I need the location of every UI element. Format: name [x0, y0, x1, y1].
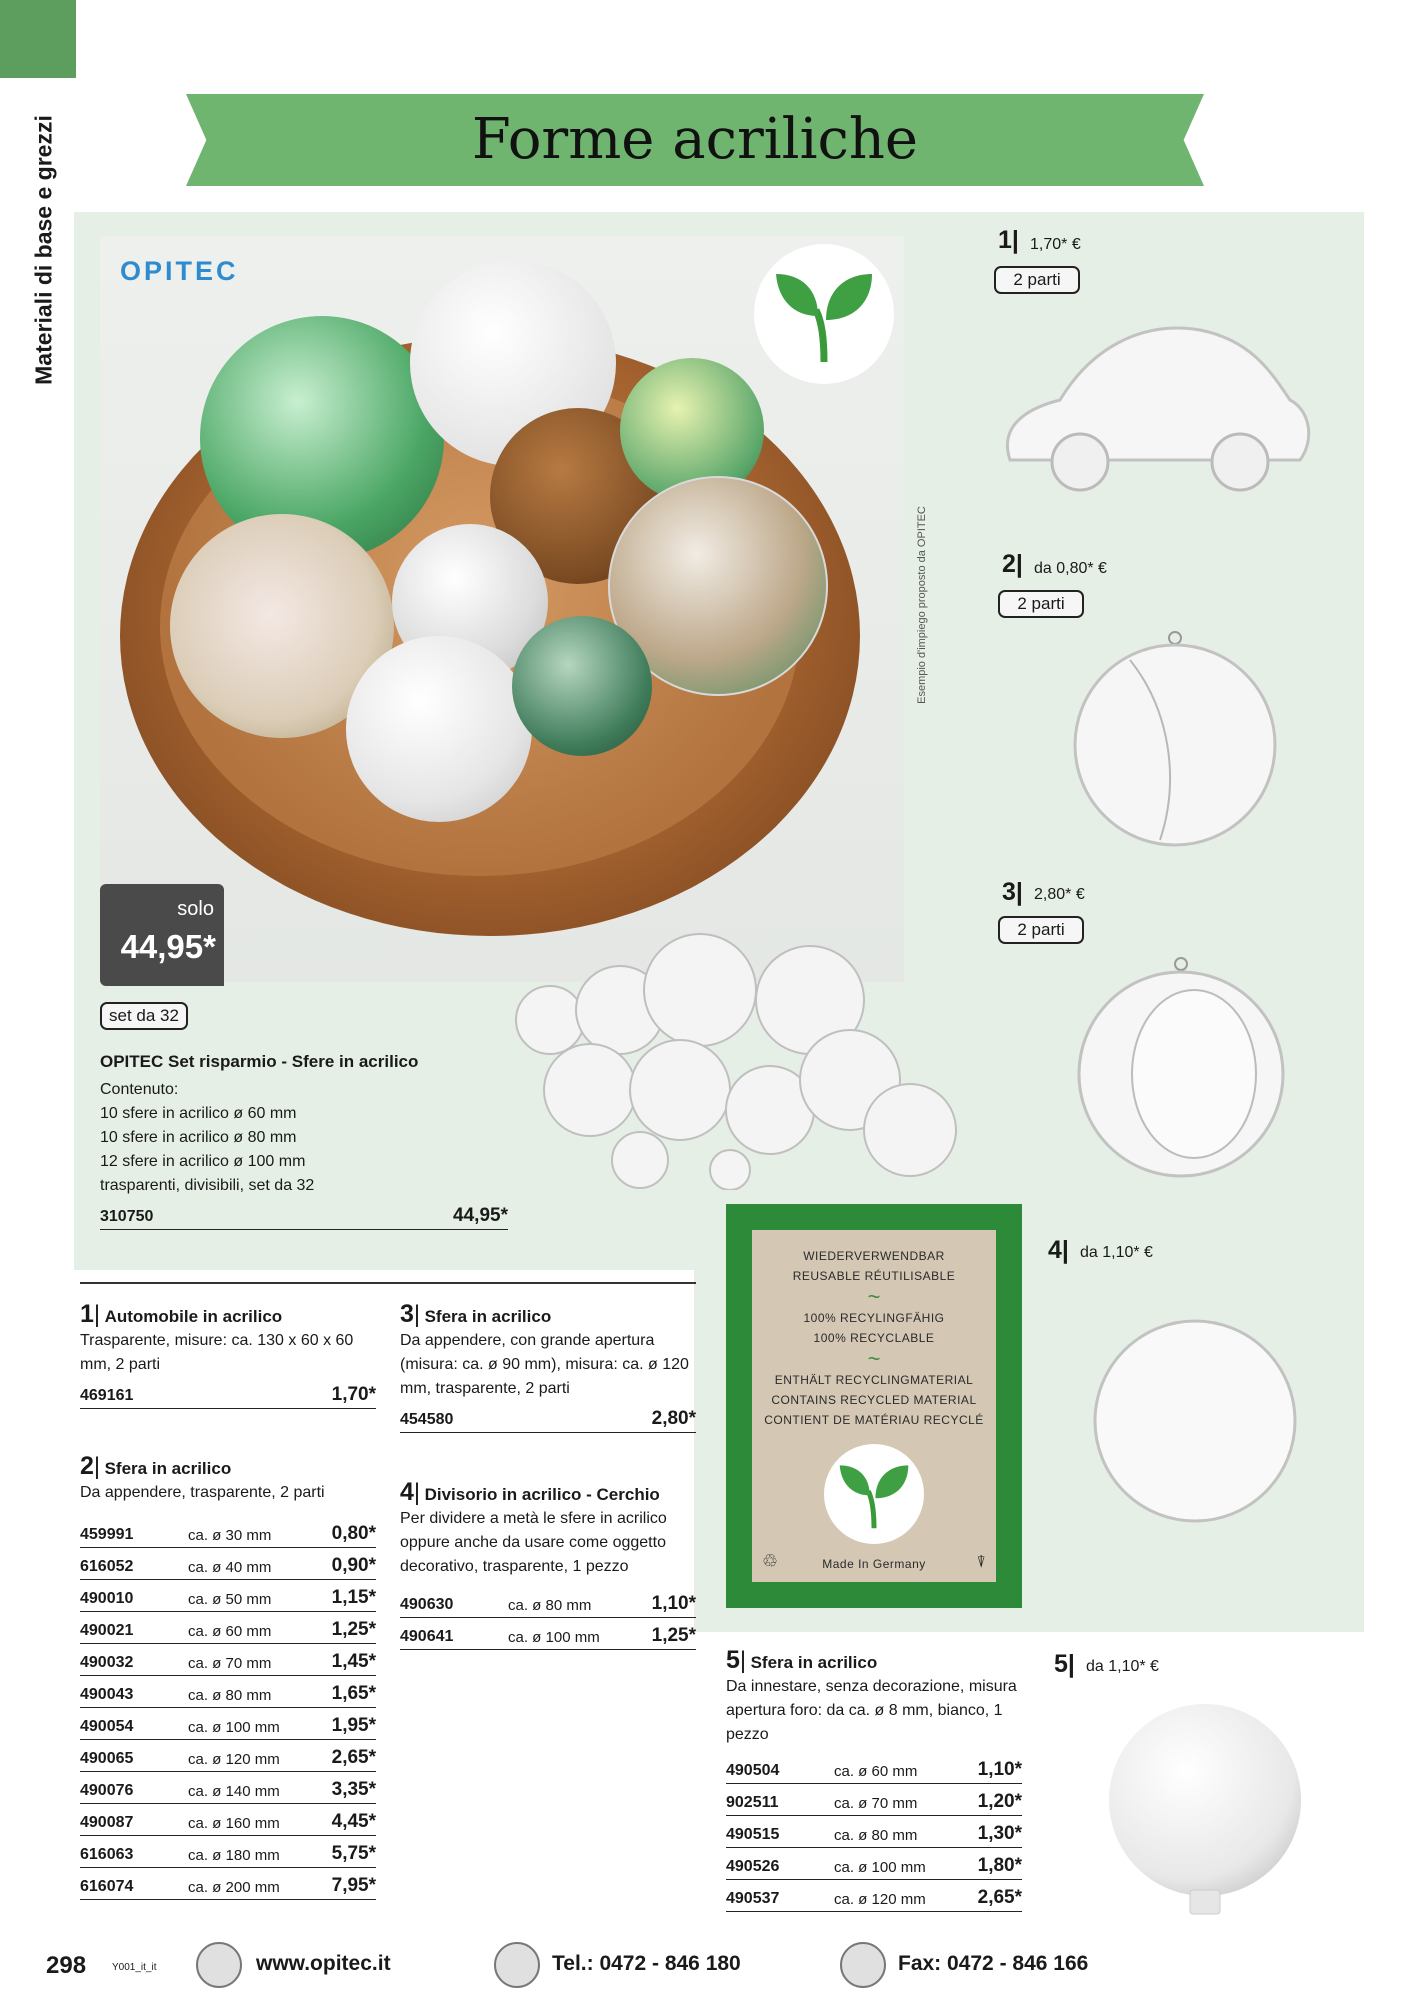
item-3-number: 3|	[1002, 878, 1023, 906]
product-code: 490021	[80, 1622, 134, 1639]
product-code: 490504	[726, 1762, 780, 1779]
product-title: OPITEC Set risparmio - Sfere in acrilico	[100, 1052, 419, 1071]
product-code: 490076	[80, 1782, 134, 1799]
item-4-price: da 1,10* €	[1080, 1244, 1153, 1261]
fax-number: Fax: 0472 - 846 166	[898, 1952, 1089, 1975]
page-title: Forme acriliche	[471, 107, 919, 172]
clear-spheres-image	[510, 920, 960, 1190]
item-1-price: 1,70* €	[1030, 236, 1081, 253]
product-price: 0,90*	[331, 1555, 376, 1576]
product-1: 1| Automobile in acrilico Trasparente, misure: ca. 130 x 60 x 60 mm, 2 parti 469161 1,70*	[80, 1300, 376, 1409]
product-code: 490537	[726, 1890, 780, 1907]
product-code: 902511	[726, 1794, 779, 1811]
product-price: 0,80*	[331, 1523, 376, 1544]
product-2-table	[80, 1516, 376, 1900]
item-1-number: 1|	[998, 226, 1019, 254]
product-size: ca. ø 100 mm	[508, 1629, 600, 1646]
product-price: 5,75*	[331, 1843, 376, 1864]
product-size: ca. ø 60 mm	[834, 1763, 918, 1780]
set-pill: set da 32	[100, 1002, 188, 1030]
price-badge: solo 44,95*	[100, 884, 224, 986]
hanging-sphere-image	[1070, 630, 1280, 850]
product-size: ca. ø 140 mm	[188, 1783, 280, 1800]
table-row	[80, 1644, 376, 1676]
item-2-number: 2|	[1002, 550, 1023, 578]
product-price: 1,25*	[331, 1619, 376, 1640]
product-size: ca. ø 70 mm	[188, 1655, 272, 1672]
item-2-pill: 2 parti	[998, 590, 1084, 618]
product-price: 1,30*	[977, 1823, 1022, 1844]
product-code: 490010	[80, 1590, 134, 1607]
product-code: 490043	[80, 1686, 134, 1703]
table-row: 454580 2,80*	[400, 1401, 696, 1433]
product-price: 7,95*	[331, 1875, 376, 1896]
table-row	[80, 1804, 376, 1836]
product-size: ca. ø 40 mm	[188, 1559, 272, 1576]
product-code: 490032	[80, 1654, 134, 1671]
table-row	[726, 1816, 1022, 1848]
phone-icon	[494, 1942, 540, 1988]
made-in-label: Made In Germany	[822, 1557, 926, 1571]
leaf-sprout-icon	[754, 244, 894, 384]
product-code: 616052	[80, 1558, 134, 1575]
item-3-price: 2,80* €	[1034, 886, 1085, 903]
product-price: 4,45*	[331, 1811, 376, 1832]
product-size: ca. ø 70 mm	[834, 1795, 918, 1812]
phone-number: Tel.: 0472 - 846 180	[552, 1952, 741, 1975]
item-1-pill: 2 parti	[994, 266, 1080, 294]
product-size: ca. ø 80 mm	[188, 1687, 272, 1704]
product-size: ca. ø 60 mm	[188, 1623, 272, 1640]
product-code: 490087	[80, 1814, 134, 1831]
table-row	[80, 1740, 376, 1772]
product-size: ca. ø 50 mm	[188, 1591, 272, 1608]
product-price: 1,10*	[977, 1759, 1022, 1780]
product-photo	[100, 236, 904, 982]
product-size: ca. ø 160 mm	[188, 1815, 280, 1832]
table-row	[80, 1612, 376, 1644]
product-5: 5| Sfera in acrilico Da innestare, senza decorazione, misura apertura foro: da ca. ø 8 mm, bianco, 1 pezzo	[726, 1646, 1017, 1743]
table-row: 469161 1,70*	[80, 1377, 376, 1409]
acrylic-car-image	[990, 310, 1320, 510]
product-price: 2,65*	[977, 1887, 1022, 1908]
table-row	[726, 1784, 1022, 1816]
table-row: 310750 44,95*	[100, 1198, 508, 1230]
product-2: 2| Sfera in acrilico Da appendere, trasparente, 2 parti	[80, 1452, 325, 1501]
title-banner	[186, 94, 1204, 186]
table-row	[80, 1772, 376, 1804]
product-size: ca. ø 100 mm	[188, 1719, 280, 1736]
product-price: 1,65*	[331, 1683, 376, 1704]
product-price: 1,25*	[651, 1625, 696, 1646]
glass-fork-icon: ⍒	[976, 1554, 986, 1571]
product-price: 3,35*	[331, 1779, 376, 1800]
seed-bead-ball	[512, 616, 652, 756]
catalog-code: Y001_it_it	[112, 1962, 157, 1973]
photo-caption: Esempio d'impiego proposto da OPITEC	[916, 506, 928, 704]
section-label: Materiali di base e grezzi	[30, 115, 57, 385]
item-4-number: 4|	[1048, 1236, 1069, 1264]
product-price: 1,80*	[977, 1855, 1022, 1876]
acrylic-circle-image	[1090, 1316, 1300, 1526]
item-2-price: da 0,80* €	[1034, 560, 1107, 577]
fax-icon	[840, 1942, 886, 1988]
product-size: ca. ø 100 mm	[834, 1859, 926, 1876]
product-code: 490065	[80, 1750, 134, 1767]
page-number: 298	[46, 1952, 87, 1979]
opitec-logo: OPITEC	[120, 256, 239, 286]
divider	[80, 1282, 696, 1284]
table-row	[726, 1880, 1022, 1912]
product-4: 4| Divisorio in acrilico - Cerchio Per dividere a metà le sfere in acrilico oppure anche da usare come oggetto decorativo, trasparente, 1 pezzo	[400, 1478, 667, 1575]
product-code: 490054	[80, 1718, 134, 1735]
product-price: 1,10*	[651, 1593, 696, 1614]
product-code: 490630	[400, 1596, 454, 1613]
product-price: 1,15*	[331, 1587, 376, 1608]
product-size: ca. ø 80 mm	[508, 1597, 592, 1614]
recycle-triangle-icon: ♲	[762, 1551, 779, 1571]
table-row	[726, 1848, 1022, 1880]
table-row	[80, 1836, 376, 1868]
product-size: ca. ø 120 mm	[834, 1891, 926, 1908]
open-sphere-image	[1076, 956, 1286, 1186]
product-code: 616074	[80, 1878, 134, 1895]
table-row	[400, 1586, 696, 1618]
product-size: ca. ø 30 mm	[188, 1527, 272, 1544]
leaf-sprout-icon	[824, 1444, 924, 1544]
item-5-price: da 1,10* €	[1086, 1658, 1159, 1675]
product-4-table	[400, 1586, 696, 1650]
product-code: 459991	[80, 1526, 134, 1543]
table-row	[80, 1676, 376, 1708]
item-3-pill: 2 parti	[998, 916, 1084, 944]
product-price: 1,45*	[331, 1651, 376, 1672]
table-row	[80, 1548, 376, 1580]
table-row	[400, 1618, 696, 1650]
product-size: ca. ø 120 mm	[188, 1751, 280, 1768]
product-code: 490526	[726, 1858, 780, 1875]
table-row	[80, 1708, 376, 1740]
table-row	[80, 1580, 376, 1612]
product-size: ca. ø 180 mm	[188, 1847, 280, 1864]
product-price: 1,95*	[331, 1715, 376, 1736]
item-5-number: 5|	[1054, 1650, 1075, 1678]
website-link[interactable]: www.opitec.it	[256, 1952, 391, 1975]
footer	[0, 1940, 1416, 2000]
product-5-table	[726, 1752, 1022, 1912]
recycling-info-box: WIEDERVERWENDBAR REUSABLE RÉUTILISABLE ~ 100% RECYLINGFÄHIG 100% RECYCLABLE ~ ENTHÄLT RECYCLINGMATERIAL CONTAINS RECYCLED MATERIAL CONTIENT DE MATÉRIAU RECYCLÉ ♲ Made In Germany ⍒	[726, 1204, 1022, 1608]
table-row	[726, 1752, 1022, 1784]
set-product: OPITEC Set risparmio - Sfere in acrilico Contenuto: 10 sfere in acrilico ø 60 mm 10 sfere in acrilico ø 80 mm 12 sfere in acrilico ø 100 mm trasparenti, divisibili, set da 32 310750 44,95*	[100, 1052, 508, 1230]
table-row	[80, 1868, 376, 1900]
product-code: 616063	[80, 1846, 134, 1863]
product-code: 490641	[400, 1628, 454, 1645]
mouse-icon	[196, 1942, 242, 1988]
white-sphere-image	[1100, 1700, 1310, 1930]
product-price: 2,65*	[331, 1747, 376, 1768]
product-price: 1,20*	[977, 1791, 1022, 1812]
product-size: ca. ø 200 mm	[188, 1879, 280, 1896]
section-tab	[0, 0, 76, 78]
product-code: 490515	[726, 1826, 780, 1843]
table-row	[80, 1516, 376, 1548]
product-size: ca. ø 80 mm	[834, 1827, 918, 1844]
product-3: 3| Sfera in acrilico Da appendere, con grande apertura (misura: ca. ø 90 mm), misura: ca. ø 120 mm, trasparente, 2 parti 454580 2,80*	[400, 1300, 696, 1433]
lace-ball	[346, 636, 532, 822]
